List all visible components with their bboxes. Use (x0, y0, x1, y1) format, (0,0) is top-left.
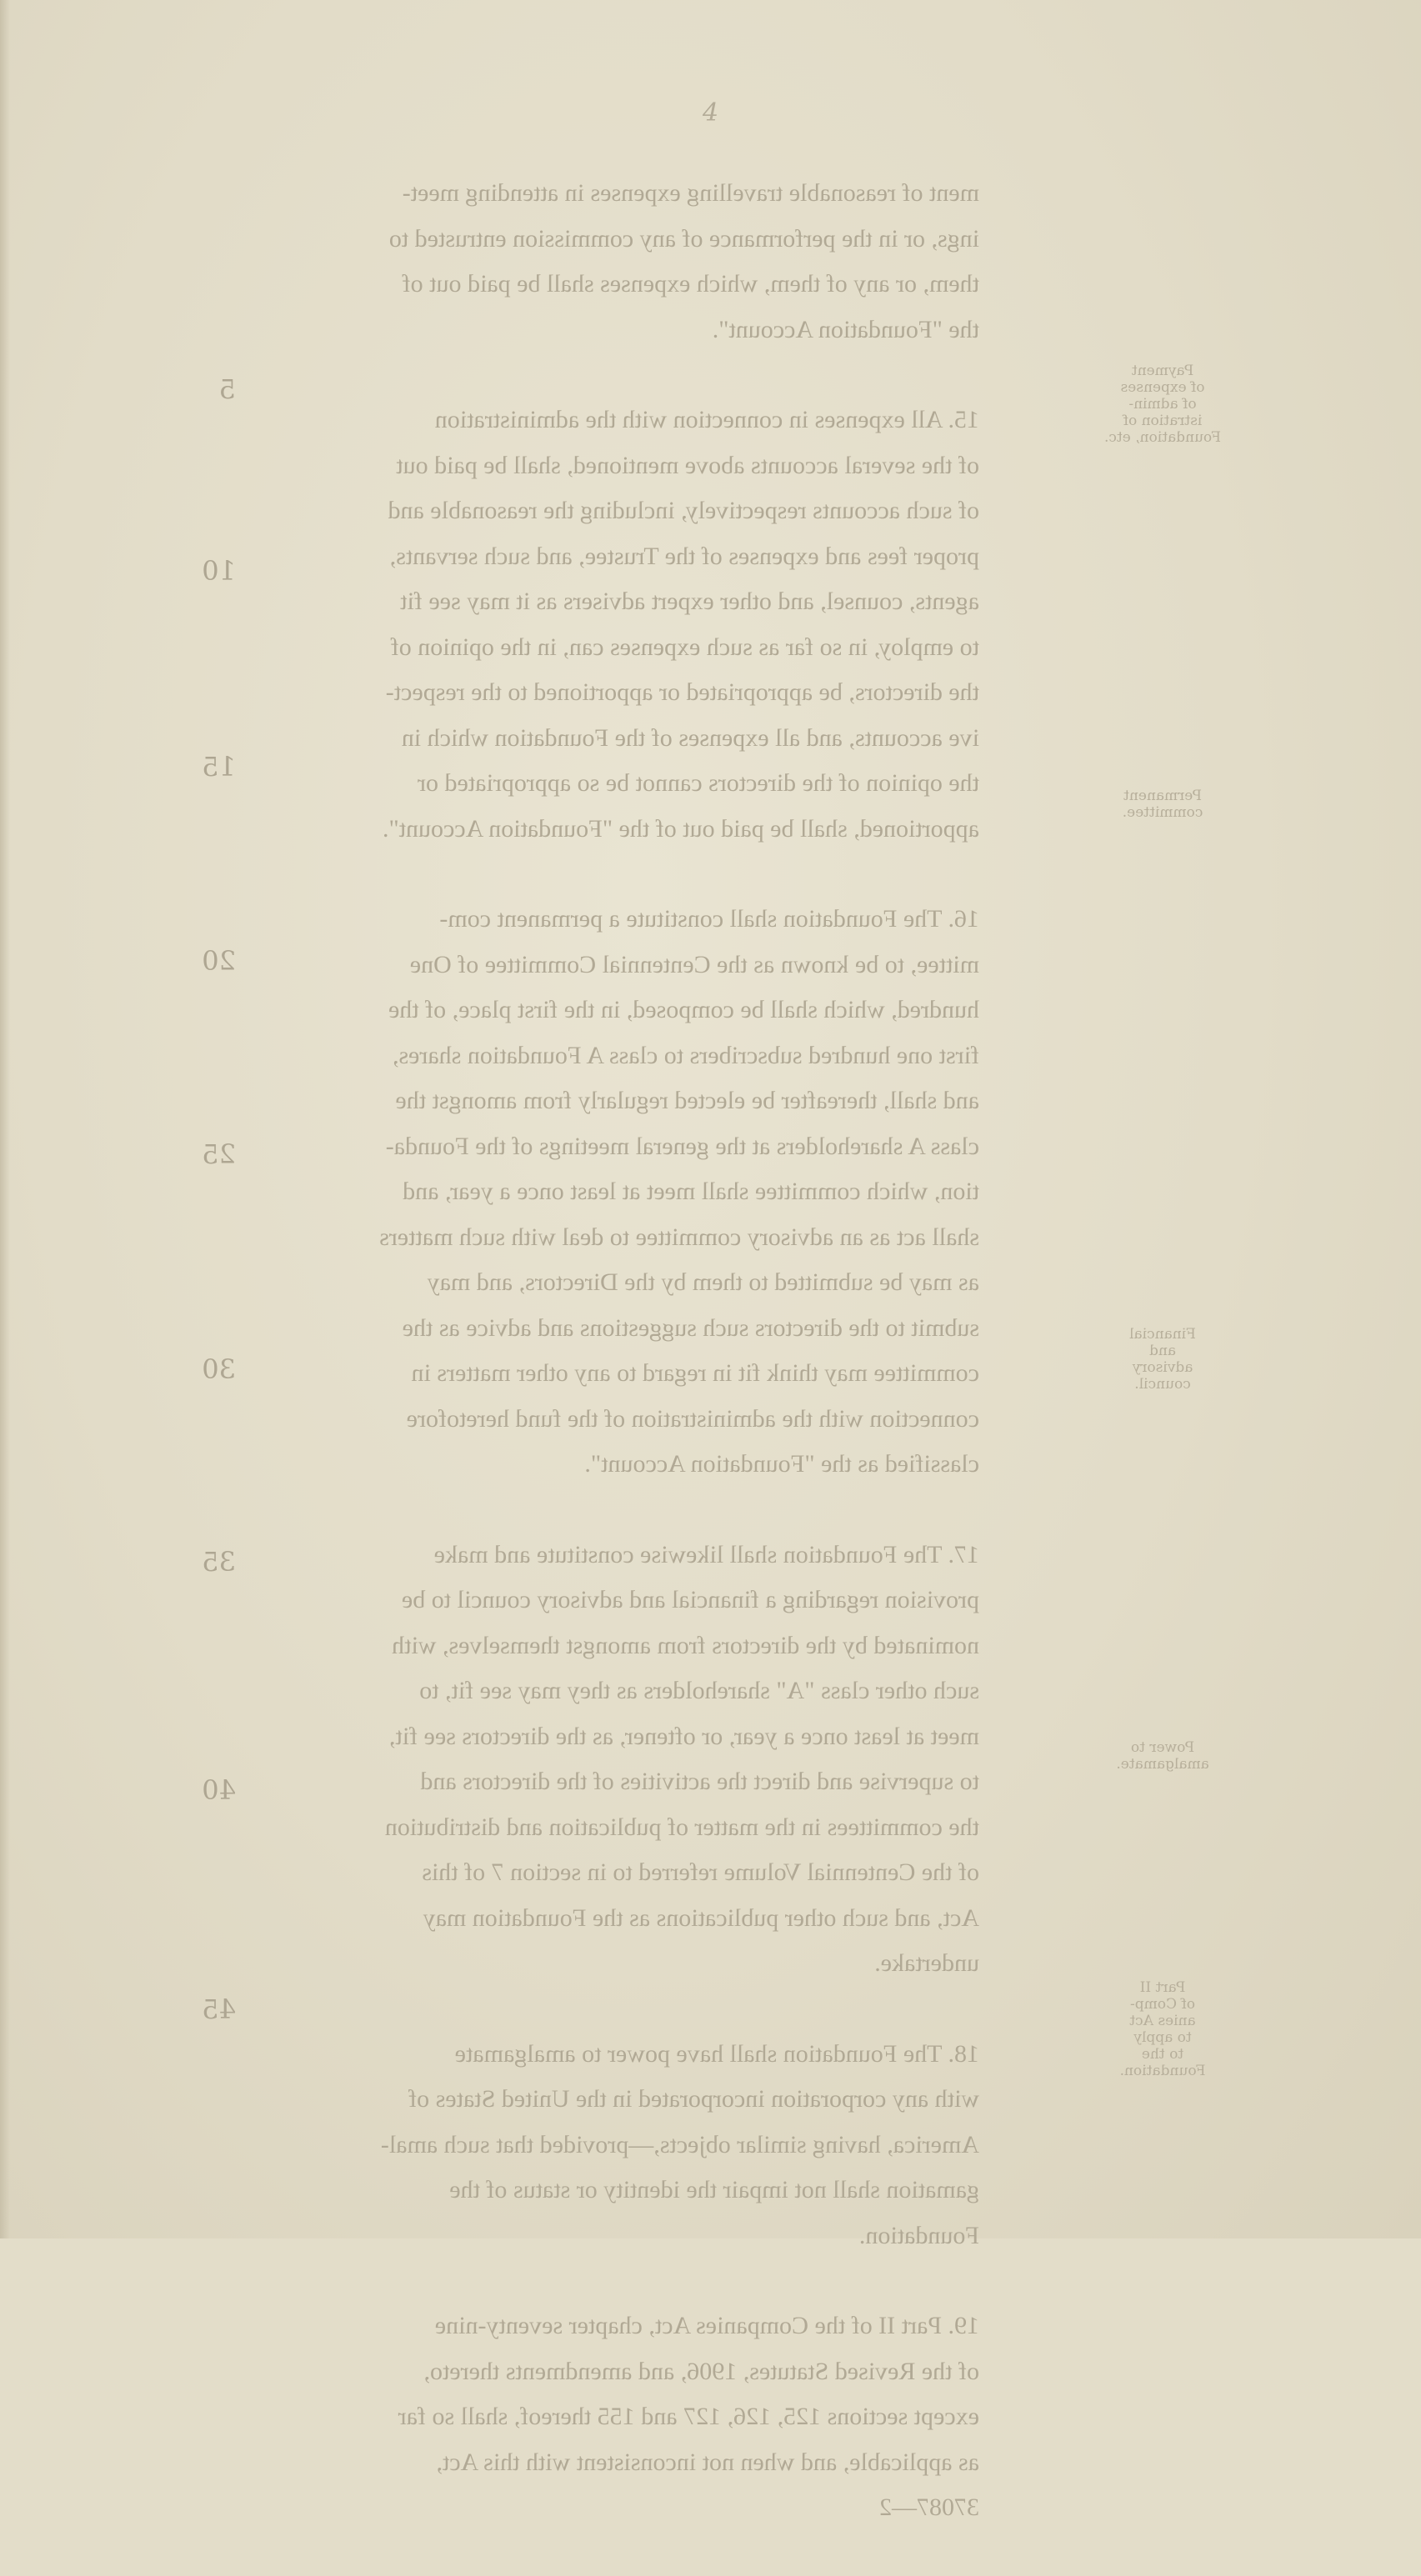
text-line: submit to the directors such suggestions and advice as the (402, 1313, 979, 1342)
text-line: and shall, thereafter be elected regularly from amongst the (395, 1087, 979, 1114)
text-line: the opinion of the directors cannot be so appropriated or (418, 769, 979, 797)
text-line: apportioned, shall be paid out of the "Foundation Account". (382, 814, 979, 843)
mirrored-bleed-through-text (100, 171, 1254, 2576)
text-line: to employ, in so far as such expenses can, in the opinion of (390, 633, 979, 661)
paragraph (246, 398, 979, 852)
line-number: 30 (202, 1353, 236, 1385)
text-line: 18. The Foundation shall have power to amalgamate (454, 2039, 979, 2068)
text-line: of such accounts respectively, including the reasonable and (388, 497, 979, 524)
text-line: the directors, be appropriated or apportioned to the respect- (385, 678, 979, 706)
text-line: as may be submitted to them by the Directors, and may (427, 1268, 979, 1296)
text-line: tion, which committee shall meet at least once a year, and (403, 1178, 979, 1205)
text-line: Act, and such other publications as the Foundation may (423, 1903, 979, 1932)
margin-note: Power to amalgamate. (1116, 1739, 1209, 1773)
text-line: hundred, which shall be composed, in the first place, of the (388, 996, 979, 1023)
text-line: of the Centennial Volume referred to in section 7 of this (422, 1858, 979, 1886)
text-line: with any corporation incorporated in the United States of (408, 2085, 979, 2113)
margin-note: Financial and advisory council. (1129, 1326, 1196, 1393)
text-line: such other class "A" shareholders as they may see fit, to (419, 1677, 979, 1704)
text-line: provision regarding a financial and advisory council to be (401, 1586, 979, 1613)
margin-note: Payment of expenses of admin- istration of Foundation, etc. (1103, 363, 1222, 446)
text-column (246, 171, 979, 2531)
text-line: 19. Part II of the Companies Act, chapter seventy-nine (434, 2312, 979, 2339)
margin-note: Permanent committee. (1122, 788, 1203, 821)
paragraph (246, 2032, 979, 2259)
line-number: 20 (202, 945, 236, 977)
text-line: shall act as an advisory committee to deal with such matters (379, 1223, 979, 1251)
text-line: Foundation. (858, 2221, 979, 2249)
text-line: mittee, to be known as the Centennial Committee of One (409, 950, 979, 978)
paragraph (246, 897, 979, 1488)
text-line: the committees in the matter of publication and distribution (384, 1813, 979, 1841)
text-line: as applicable, and when not inconsistent with this Act, (436, 2448, 979, 2476)
text-line: 37087—2 (879, 2493, 979, 2521)
text-line: the "Foundation Account". (712, 315, 979, 343)
text-line: 15. All expenses in connection with the administration (434, 406, 979, 433)
text-line: nominated by the directors from amongst themselves, with (392, 1631, 979, 1659)
page-fold-shadow (0, 0, 10, 2238)
margin-note: Part II of Comp- anies Act to apply to the Foundation. (1119, 1979, 1206, 2079)
text-line: ings, or in the performance of any commission entrusted to (388, 224, 979, 253)
line-number: 25 (202, 1138, 236, 1170)
text-line: ive accounts, and all expenses of the Foundation which in (401, 723, 979, 752)
text-line: undertake. (874, 1949, 979, 1977)
text-line: meet at least once a year, or oftener, as the directors see fit, (388, 1722, 979, 1750)
paragraph (246, 171, 979, 353)
line-number: 5 (218, 373, 236, 405)
text-line: first one hundred subscribers to class A Foundation shares, (392, 1041, 979, 1069)
text-line: classified as the "Foundation Account". (584, 1450, 979, 1478)
text-line: of the Revised Statutes, 1906, and amendments thereto, (423, 2357, 979, 2385)
paragraph (246, 1533, 979, 1987)
text-line: class A shareholders at the general meetings of the Founda- (385, 1132, 979, 1160)
page-number: 4 (702, 98, 719, 128)
text-line: of the several accounts above mentioned, shall be paid out (396, 451, 979, 479)
text-line: 16. The Foundation shall constitute a permanent com- (439, 905, 979, 933)
line-number: 40 (202, 1774, 236, 1806)
text-line: to supervise and direct the activities of the directors and (420, 1768, 979, 1795)
paragraph (246, 2303, 979, 2531)
line-number: 15 (202, 751, 236, 783)
text-line: proper fees and expenses of the Trustee, and such servants, (389, 542, 979, 570)
line-number: 35 (202, 1546, 236, 1578)
text-line: 17. The Foundation shall likewise constitute and make (433, 1540, 979, 1568)
text-line: America, having similar objects,—provided that such amal- (380, 2130, 979, 2158)
text-line: gamation shall not impair the identity or status of the (449, 2176, 979, 2203)
text-line: them, or any of them, which expenses shall be paid out of (402, 270, 979, 298)
text-line: committee may think fit in regard to any other matters in (411, 1359, 979, 1387)
line-number: 45 (202, 1993, 236, 2025)
text-line: ment of reasonable travelling expenses in attending meet- (402, 179, 979, 207)
text-line: connection with the administration of the fund heretofore (406, 1404, 979, 1433)
text-line: except sections 125, 126, 127 and 155 thereof, shall so far (398, 2403, 979, 2430)
text-line: agents, counsel, and other expert advisers as it may see fit (400, 588, 979, 615)
line-number: 10 (202, 555, 236, 587)
